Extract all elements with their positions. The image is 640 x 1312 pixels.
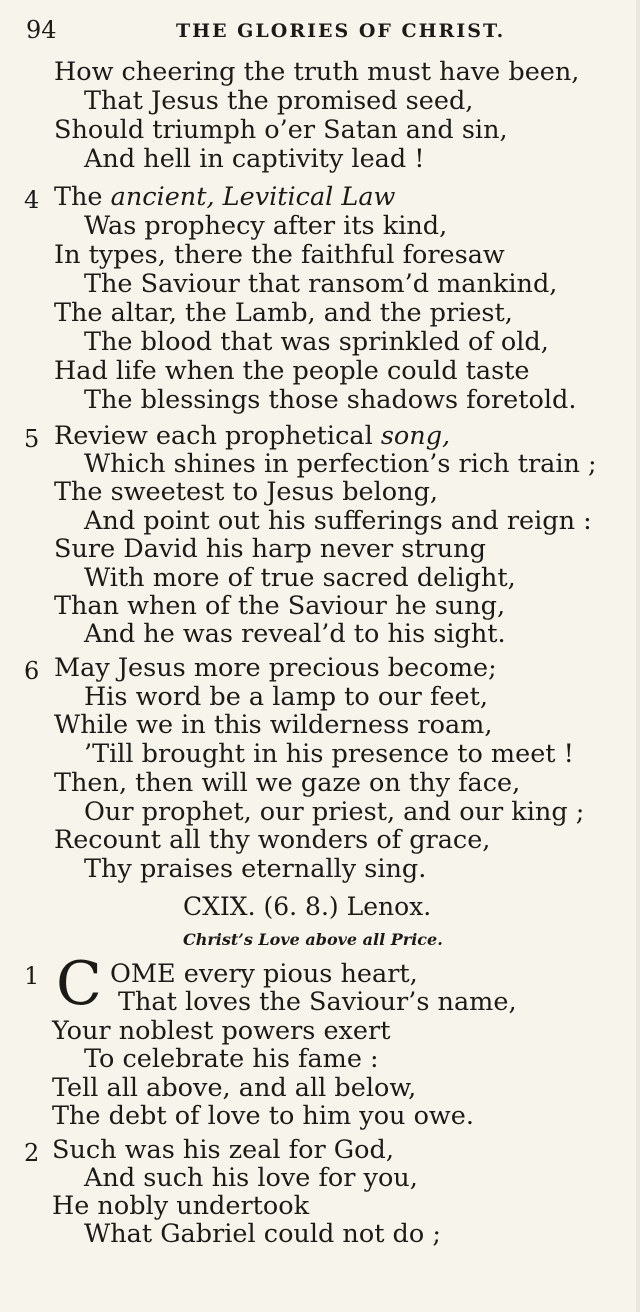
verse-line: That Jesus the promised seed, bbox=[84, 86, 474, 116]
verse-line: Then, then will we gaze on thy face, bbox=[54, 768, 521, 798]
verse-line: Such was his zeal for God, bbox=[52, 1135, 394, 1165]
verse-italic: song, bbox=[380, 421, 451, 451]
verse-line: Than when of the Saviour he sung, bbox=[54, 591, 506, 621]
verse-line: Our prophet, our priest, and our king ; bbox=[84, 797, 585, 827]
verse-line: The blessings those shadows foretold. bbox=[84, 385, 577, 415]
verse-line: And point out his sufferings and reign : bbox=[84, 506, 592, 536]
verse-line: Had life when the people could taste bbox=[54, 356, 530, 386]
stanza-number: 2 bbox=[24, 1139, 40, 1167]
verse-line: While we in this wilderness roam, bbox=[54, 710, 493, 740]
verse-line: Recount all thy wonders of grace, bbox=[54, 825, 491, 855]
verse-line: And he was reveal’d to his sight. bbox=[84, 619, 506, 649]
verse-line: Tell all above, and all below, bbox=[52, 1073, 417, 1103]
stanza-number: 6 bbox=[24, 657, 40, 685]
verse-line: That loves the Saviour’s name, bbox=[118, 987, 517, 1017]
verse-line: The blood that was sprinkled of old, bbox=[84, 327, 549, 357]
verse-line: How cheering the truth must have been, bbox=[54, 57, 580, 87]
page-edge bbox=[636, 0, 640, 1312]
verse-line: The debt of love to him you owe. bbox=[52, 1101, 474, 1131]
stanza-number: 4 bbox=[24, 186, 40, 214]
verse-line: The altar, the Lamb, and the priest, bbox=[54, 298, 513, 328]
verse-line: And such his love for you, bbox=[84, 1163, 418, 1193]
verse-text: Review each prophetical bbox=[54, 421, 373, 451]
verse-line: ’Till brought in his presence to meet ! bbox=[84, 739, 574, 769]
verse-line: The sweetest to Jesus belong, bbox=[54, 477, 438, 507]
hymn-subtitle: Christ’s Love above all Price. bbox=[183, 930, 443, 949]
verse-italic: ancient, Levitical Law bbox=[110, 182, 396, 212]
verse-line: And hell in captivity lead ! bbox=[84, 144, 425, 174]
verse-line: His word be a lamp to our feet, bbox=[84, 682, 488, 712]
verse-line bbox=[54, 422, 450, 450]
verse-line: Thy praises eternally sing. bbox=[84, 854, 427, 884]
verse-line: Which shines in perfection’s rich train ; bbox=[84, 449, 597, 479]
verse-line: Your noblest powers exert bbox=[52, 1016, 391, 1046]
verse-line: With more of true sacred delight, bbox=[84, 563, 516, 593]
verse-line: Should triumph o’er Satan and sin, bbox=[54, 115, 508, 145]
hymn-title: CXIX. (6. 8.) Lenox. bbox=[183, 892, 432, 921]
verse-word: The bbox=[54, 182, 103, 212]
page-number: 94 bbox=[26, 16, 57, 44]
verse-line: What Gabriel could not do ; bbox=[84, 1219, 441, 1249]
verse-line bbox=[54, 183, 395, 211]
stanza-number: 5 bbox=[24, 425, 40, 453]
verse-line: Sure David his harp never strung bbox=[54, 534, 486, 564]
drop-cap: C bbox=[56, 949, 102, 1019]
stanza-number: 1 bbox=[24, 962, 40, 990]
verse-line: In types, there the faithful foresaw bbox=[54, 240, 505, 270]
verse-line: The Saviour that ransom’d mankind, bbox=[84, 269, 558, 299]
page-header bbox=[26, 16, 610, 46]
verse-line: May Jesus more precious become; bbox=[54, 653, 497, 683]
verse-line: He nobly undertook bbox=[52, 1191, 310, 1221]
running-title: THE GLORIES OF CHRIST. bbox=[176, 20, 506, 42]
verse-line: OME every pious heart, bbox=[110, 959, 418, 989]
verse-line: To celebrate his fame : bbox=[84, 1044, 379, 1074]
verse-line: Was prophecy after its kind, bbox=[84, 211, 448, 241]
